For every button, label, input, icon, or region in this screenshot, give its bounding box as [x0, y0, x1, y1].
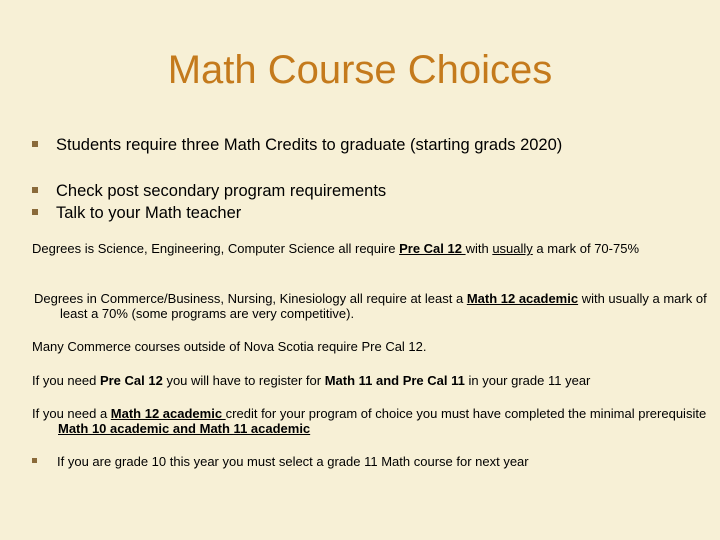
- bullet-text: Talk to your Math teacher: [56, 204, 242, 222]
- paragraph-nova-scotia: Many Commerce courses outside of Nova Scotia require Pre Cal 12.: [32, 339, 427, 354]
- text: with: [465, 241, 493, 256]
- emphasis-course: Pre Cal 12: [399, 241, 466, 256]
- text: Degrees is Science, Engineering, Computer Science all require: [32, 241, 400, 256]
- text: Degrees in Commerce/Business, Nursing, Kinesiology all require at least a: [34, 291, 467, 306]
- text: you will have to register for: [162, 373, 325, 388]
- text: credit for your program of choice you must have completed the minimal prerequisite: [225, 406, 707, 421]
- emphasis-course: Pre Cal 12: [99, 373, 163, 388]
- bullet-icon: [32, 458, 37, 463]
- emphasis-course: Math 10 academic and Math 11 academic: [58, 421, 311, 436]
- paragraph-degrees-science: [32, 241, 652, 256]
- emphasis-course: Math 12 academic: [110, 406, 226, 421]
- text: If you need: [32, 373, 100, 388]
- text: a mark of 70-75%: [532, 241, 640, 256]
- paragraph-degrees-commerce: [34, 291, 720, 321]
- bullet-icon: [32, 187, 38, 193]
- emphasis-usually: usually: [492, 241, 533, 256]
- emphasis-course: Math 11 and Pre Cal 11: [324, 373, 465, 388]
- text: in your grade 11 year: [464, 373, 591, 388]
- bullet-text: If you are grade 10 this year you must select a grade 11 Math course for next year: [57, 454, 529, 469]
- bullet-text: Check post secondary program requirements: [56, 182, 387, 200]
- bullet-item-teacher: [32, 202, 241, 224]
- bullet-item-check: [32, 180, 386, 202]
- bullet-icon: [32, 209, 38, 215]
- text: with usually a mark of least a 70% (some programs are very competitive).: [60, 291, 707, 321]
- paragraph-prerequisite: [32, 406, 718, 436]
- paragraph-pre-cal: [32, 373, 692, 388]
- bullet-text: Students require three Math Credits to graduate (starting grads 2020): [56, 136, 563, 154]
- emphasis-course: Math 12 academic: [466, 291, 579, 306]
- slide-title: Math Course Choices: [167, 48, 553, 92]
- bullet-icon: [32, 141, 38, 147]
- bullet-item-credits: [32, 134, 562, 156]
- bullet-item-grade10: [32, 454, 692, 469]
- text: If you need a: [32, 406, 111, 421]
